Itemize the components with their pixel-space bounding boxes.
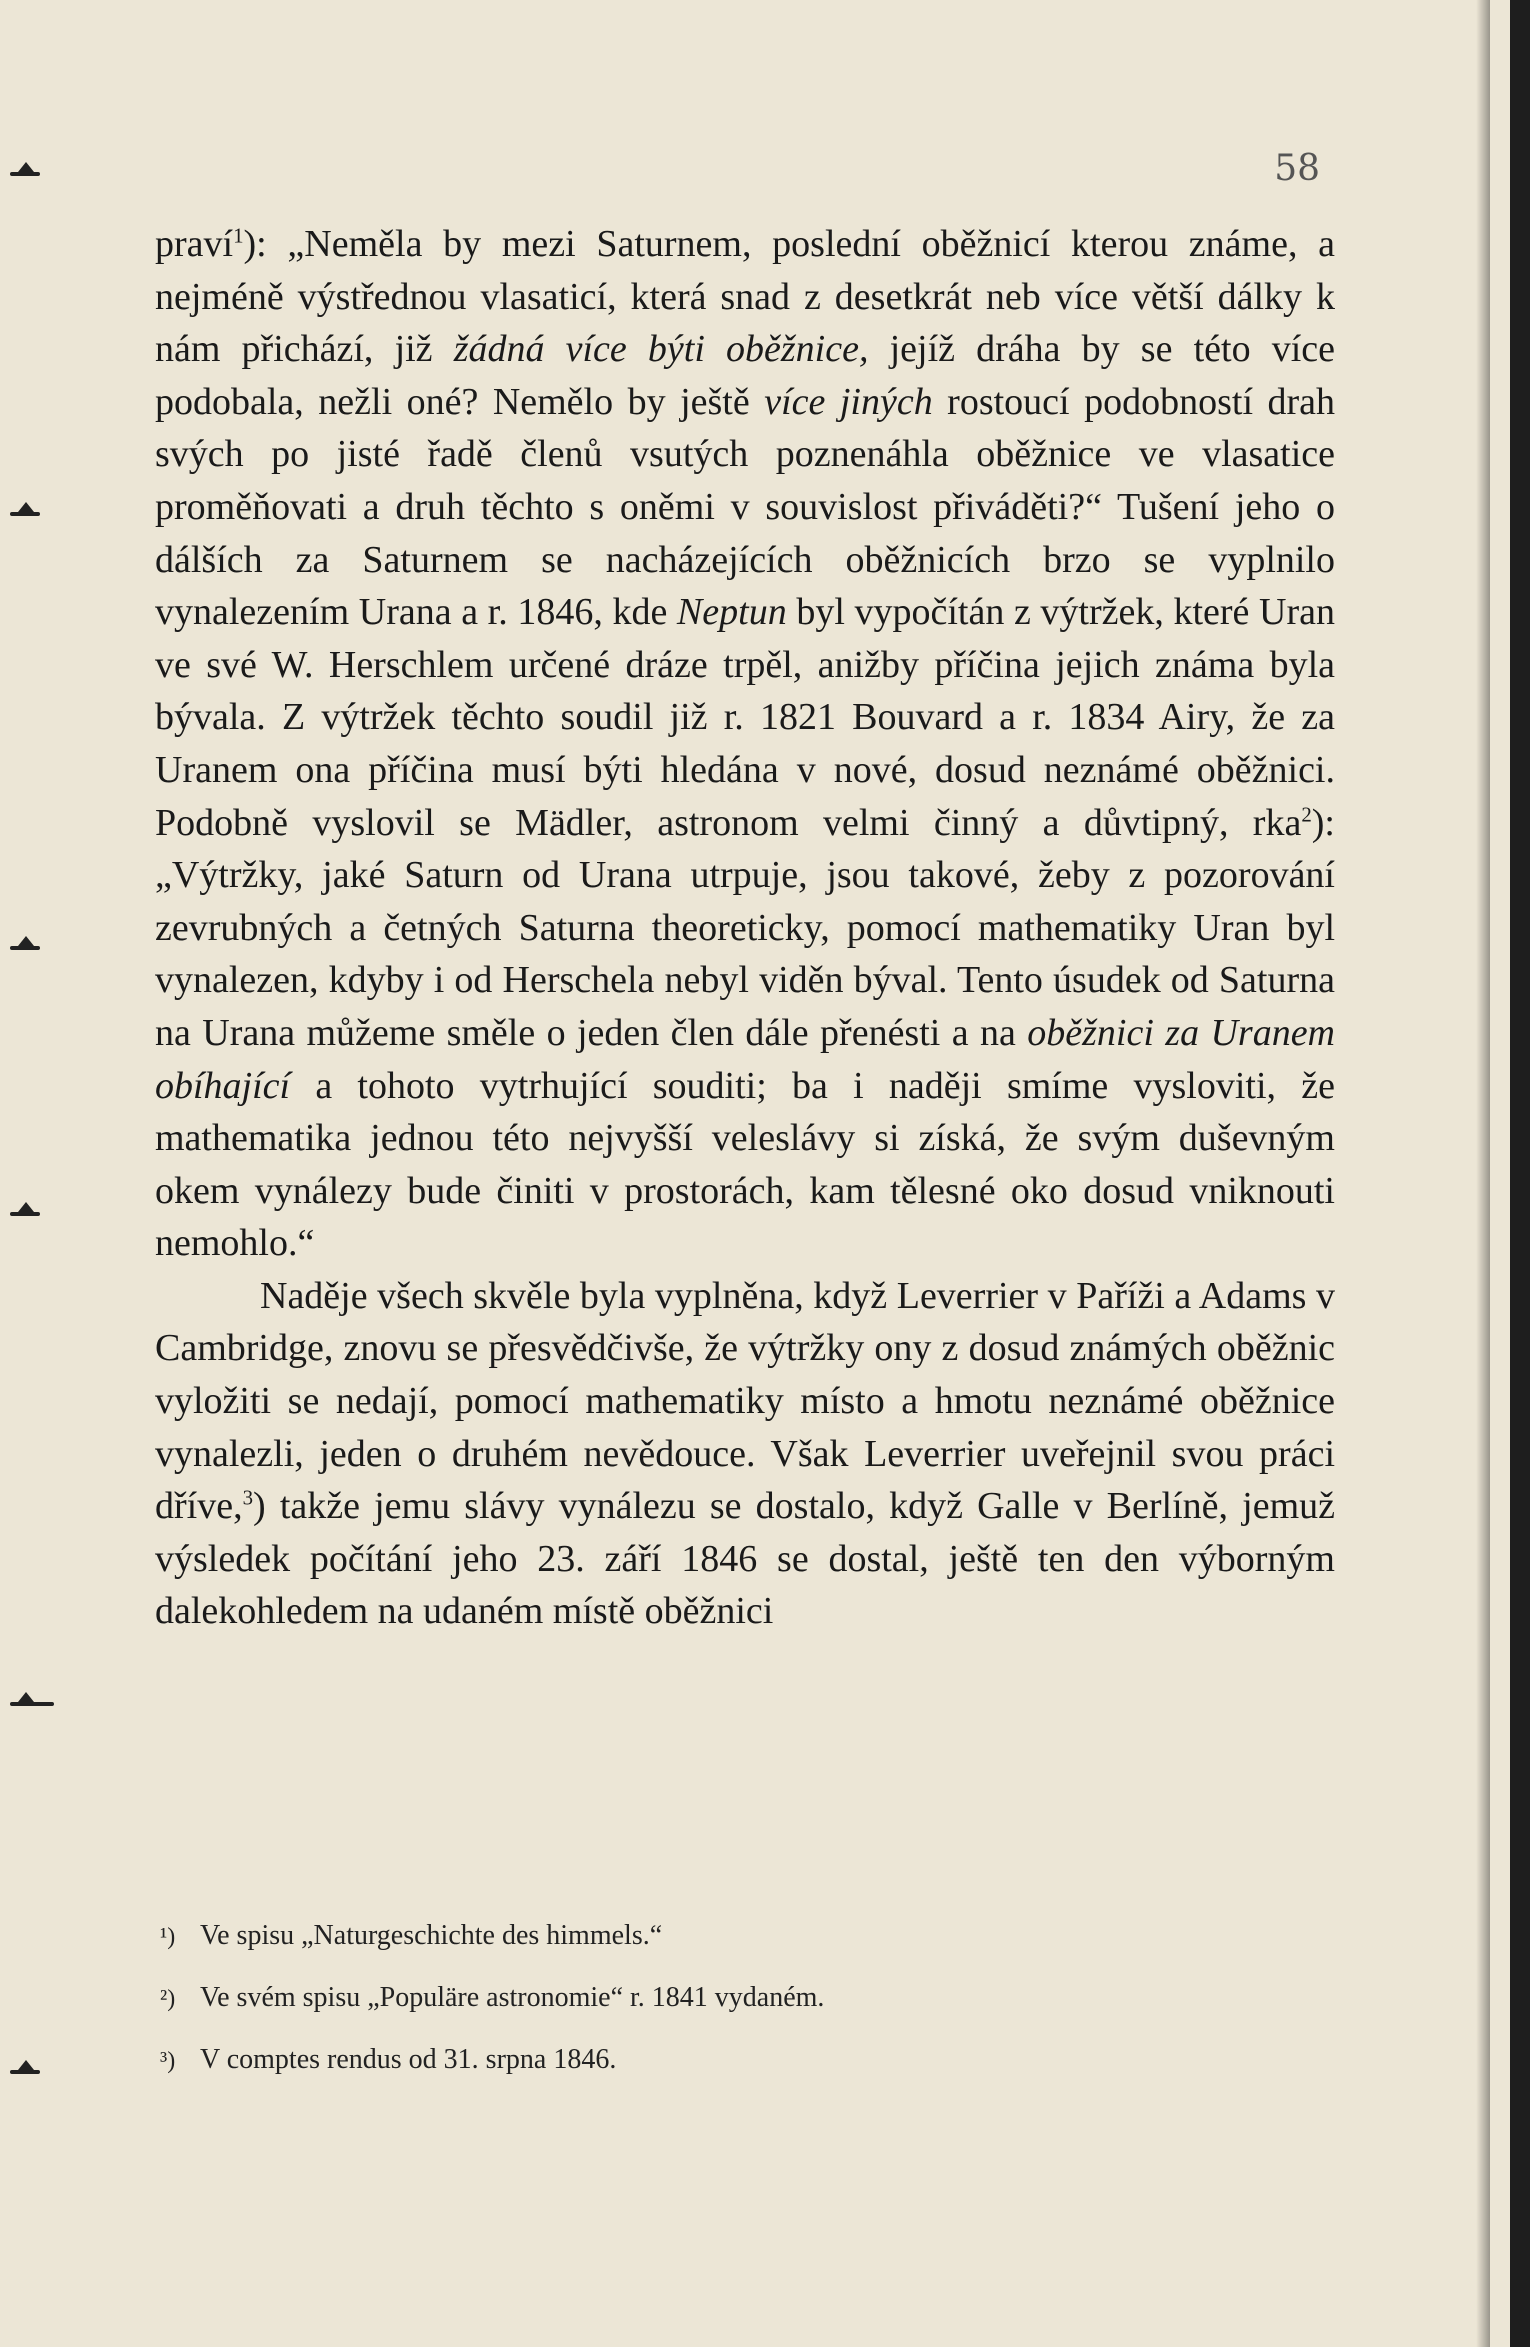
margin-tab-marker bbox=[10, 1702, 54, 1706]
footnote-mark: ³) bbox=[160, 2048, 176, 2074]
text-run: rostoucí podobností drah svých po jisté řadě členů vsutých poznenáhla oběžnice ve vlasatice proměňovati a druh těchto s oněmi v souvislost přiváděti?“ Tušení jeho o dálších za Saturnem se nacházejících oběžnicích brzo se vyplnilo vynalezením Urana a r. 1846, kde bbox=[155, 380, 1335, 634]
text-run: Naděje všech skvěle byla vyplněna, když Leverrier v Paříži a Adams v Cambridge, znovu se přesvědčivše, že výtržky ony z dosud známých oběžnic vyložiti se nedají, pomocí mathematiky místo a hmotu neznámé oběžnice vynalezli, jeden o druhém nevědouce. Však Leverrier uveřejnil svou práci dříve, bbox=[155, 1274, 1335, 1528]
footnote-text: Ve svém spisu „Populäre astronomie“ r. 1841 vydaném. bbox=[200, 1982, 825, 2013]
margin-tab-marker bbox=[10, 172, 40, 176]
footnotes bbox=[160, 1920, 1310, 2106]
text-run: ): „Výtržky, jaké Saturn od Urana utrpuje, jsou takové, žeby z pozorování zevrubných a četných Saturna theoreticky, pomocí mathematiky Uran byl vynalezen, kdyby i od Herschela nebyl viděn býval. Tento úsudek od Saturna na Urana můžeme směle o jeden člen dále přenésti a na bbox=[155, 801, 1335, 1054]
text-run: byl vypočítán z výtržek, které Uran ve své W. Herschlem určené dráze trpěl, anižby příčina jejich známa byla bývala. Z výtržek těchto soudil již r. 1821 Bouvard a r. 1834 Airy, že za Uranem ona příčina musí býti hledána v nové, dosud neznámé oběžnici. Podobně vyslovil se Mädler, astronom velmi činný a důvtipný, rka bbox=[155, 591, 1335, 844]
footnote-text: V comptes rendus od 31. srpna 1846. bbox=[200, 2044, 617, 2075]
footnote-mark: ¹) bbox=[160, 1924, 176, 1950]
italic-text: žádná více býti oběžnice, bbox=[453, 328, 869, 371]
text-run: ): „Neměla by mezi Saturnem, poslední oběžnicí kterou známe, a nejméně výstřednou vlasaticí, která snad z desetkrát neb více větší dálky k nám přichází, již bbox=[155, 223, 1335, 371]
footnote-text: Ve spisu „Naturgeschichte des himmels.“ bbox=[200, 1920, 663, 1951]
text-run: praví bbox=[155, 223, 234, 265]
page-edge-shadow bbox=[1476, 0, 1490, 2347]
italic-text: oběžnici za Uranem obíhající bbox=[155, 1011, 1335, 1107]
text-run: ) takže jemu slávy vynálezu se dostalo, když Galle v Berlíně, jemuž výsledek počítání jeho 23. září 1846 se dostal, ještě ten den výborným dalekohledem na udaném místě oběžnici bbox=[155, 1485, 1335, 1633]
footnote bbox=[160, 1920, 1310, 1952]
text-run: jejíž dráha by se této více podobala, nežli oné? Nemělo by ještě bbox=[155, 328, 1335, 423]
body-text bbox=[155, 218, 1335, 1638]
paragraph bbox=[155, 218, 1335, 1270]
page-number: 58 bbox=[1274, 148, 1320, 189]
margin-tab-marker bbox=[10, 2070, 40, 2074]
margin-tab-marker bbox=[10, 1212, 40, 1216]
footnote-reference: 2 bbox=[1301, 801, 1312, 826]
footnote bbox=[160, 2044, 1310, 2076]
footnote bbox=[160, 1982, 1310, 2014]
italic-text: více jiných bbox=[764, 380, 933, 423]
footnote-reference: 1 bbox=[233, 223, 244, 248]
margin-tab-marker bbox=[10, 946, 40, 950]
text-run: a tohoto vytrhující souditi; ba i naději smíme vysloviti, že mathematika jednou této nejvyšší veleslávy si získá, že svým duševným okem vynálezy bude činiti v prostorách, kam tělesné oko dosud vniknouti nemohlo.“ bbox=[155, 1064, 1335, 1265]
footnote-mark: ²) bbox=[160, 1986, 176, 2012]
italic-text: Neptun bbox=[676, 591, 787, 634]
paragraph bbox=[155, 1270, 1335, 1638]
footnote-reference: 3 bbox=[242, 1485, 254, 1510]
margin-tab-marker bbox=[10, 512, 40, 516]
